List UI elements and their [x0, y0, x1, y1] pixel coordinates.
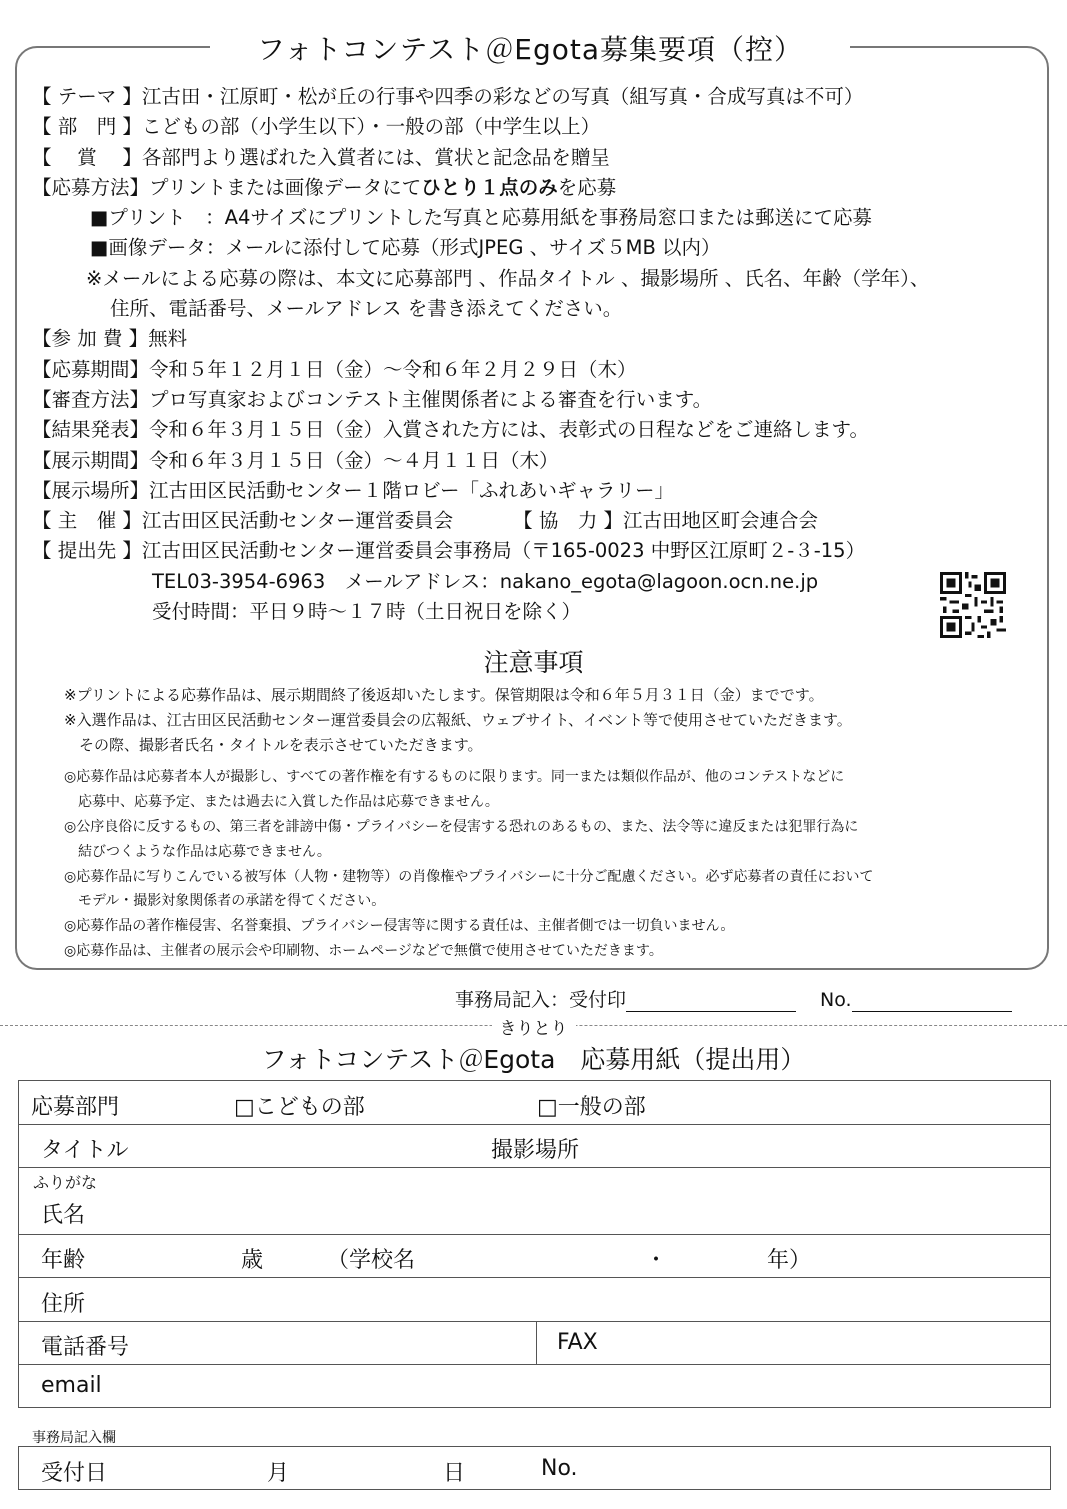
- option-general-checkbox[interactable]: □一般の部: [537, 1095, 646, 1120]
- age-row[interactable]: [19, 1235, 1050, 1278]
- address-row[interactable]: [19, 1278, 1050, 1322]
- mail-note-line1: ※メールによる応募の際は、本文に応募部門 、作品タイトル 、撮影場所 、氏名、年齢（学年）、: [86, 266, 930, 290]
- phone-label: 電話番号: [41, 1335, 130, 1360]
- office-stamp-line: [455, 985, 1012, 1012]
- note-item: ◎応募作品の著作権侵害、名誉棄損、プライバシー侵害等に関する責任は、主催者側では一切負いません。: [64, 918, 735, 935]
- result-line: 【結果発表】令和６年３月１５日（金）入賞された方には、表彰式の日程などをご連絡します。: [32, 418, 869, 442]
- exhibit-period-line: 【展示期間】令和６年３月１５日（金）～４月１１日（木）: [32, 448, 559, 472]
- email-label: email: [41, 1373, 102, 1398]
- hours-line: 受付時間：平日９時～１７時（土日祝日を除く）: [152, 600, 582, 624]
- note-item: その際、撮影者氏名・タイトルを表示させていただきます。: [64, 735, 483, 754]
- note-item: ◎応募作品は応募者本人が撮影し、すべての著作権を有するものに限ります。同一または類似作品が、他のコンテストなどに: [64, 769, 845, 786]
- qr-code-icon: [940, 572, 1006, 638]
- division-row: [19, 1081, 1050, 1125]
- mail-note-line2: 住所、電話番号、メールアドレス を書き添えてください。: [110, 297, 623, 321]
- age-label: 年齢: [41, 1248, 86, 1273]
- page-title: フォトコンテスト＠Egota募集要項（控）: [210, 28, 850, 68]
- office-use-label: 事務局記入欄: [32, 1430, 116, 1446]
- address-label: 住所: [41, 1292, 86, 1317]
- no-underline: [852, 989, 1012, 1012]
- form-title: フォトコンテスト＠Egota 応募用紙（提出用）: [261, 1045, 806, 1074]
- cooperation: 【 協 力 】江古田地区町会連合会: [513, 509, 819, 533]
- notes-list: [64, 683, 874, 964]
- award-line: 【 賞 】各部門より選ばれた入賞者には、賞状と記念品を贈呈: [32, 145, 610, 169]
- email-row[interactable]: [19, 1365, 1050, 1407]
- application-form: [18, 1080, 1051, 1408]
- method-bold: ひとり１点のみ: [421, 175, 558, 199]
- school-label: （学校名: [327, 1248, 416, 1273]
- age-unit: 歳: [241, 1248, 264, 1273]
- organizer: 【 主 催 】江古田区民活動センター運営委員会: [32, 509, 454, 533]
- title-row[interactable]: [19, 1125, 1050, 1168]
- cut-label: きりとり: [0, 1014, 1067, 1039]
- day-label: 日: [443, 1461, 466, 1486]
- division-label: 応募部門: [31, 1095, 120, 1120]
- office-no-label: No.: [820, 989, 852, 1011]
- exhibit-place-line: 【展示場所】江古田区民活動センター１階ロビー「ふれあいギャラリー」: [32, 478, 674, 502]
- name-row[interactable]: [19, 1168, 1050, 1235]
- option-kids-checkbox[interactable]: □こどもの部: [234, 1095, 365, 1120]
- furigana-label: ふりがな: [33, 1173, 98, 1192]
- phone-row: [19, 1322, 1050, 1365]
- guidelines-list: [32, 82, 929, 627]
- stamp-underline: [626, 989, 796, 1012]
- judging-line: 【審査方法】プロ写真家およびコンテスト主催関係者による審査を行います。: [32, 387, 713, 411]
- grade-label: 年）: [767, 1248, 812, 1273]
- print-line: ■プリント ：A4サイズにプリントした写真と応募用紙を事務局窓口または郵送にて応募: [90, 206, 873, 230]
- month-label: 月: [267, 1461, 290, 1486]
- contact-line: TEL03-3954-6963 メールアドレス：nakano_egota@lagoon.ocn.ne.jp: [152, 569, 819, 593]
- division-line: 【 部 門 】こどもの部（小学生以下）・一般の部（中学生以上）: [32, 115, 601, 139]
- place-label: 撮影場所: [491, 1138, 580, 1163]
- phone-divider: [536, 1322, 537, 1364]
- fee-line: 【参 加 費 】無料: [32, 327, 188, 351]
- office-use-box: [18, 1446, 1051, 1490]
- office-stamp-label: 事務局記入：受付印: [455, 989, 627, 1011]
- submit-line: 【 提出先 】江古田区民活動センター運営委員会事務局（〒165-0023 中野区江原町２-３-15）: [32, 539, 866, 563]
- name-label: 氏名: [41, 1203, 86, 1228]
- period-line: 【応募期間】令和５年１２月１日（金）～令和６年２月２９日（木）: [32, 357, 637, 381]
- image-line: ■画像データ：メールに添付して応募（形式JPEG 、サイズ５MB 以内）: [90, 236, 721, 260]
- note-item: 応募中、応募予定、または過去に入賞した作品は応募できません。: [64, 794, 499, 811]
- method-label: 【応募方法】プリントまたは画像データにて: [32, 175, 422, 199]
- note-item: 結びつくような作品は応募できません。: [64, 843, 331, 860]
- theme-line: 【 テーマ 】江古田・江原町・松が丘の行事や四季の彩などの写真（組写真・合成写真は不可）: [32, 85, 864, 108]
- note-item: ◎応募作品は、主催者の展示会や印刷物、ホームページなどで無償で使用させていただきます。: [64, 942, 663, 959]
- separator-dot: ・: [645, 1248, 668, 1273]
- note-item: モデル・撮影対象関係者の承諾を得てください。: [64, 893, 386, 910]
- method-line: [32, 173, 929, 203]
- office-no-field: No.: [541, 1456, 578, 1481]
- note-item: ◎公序良俗に反するもの、第三者を誹謗中傷・プライバシーを侵害する恐れのあるもの、また、法令等に違反または犯罪行為に: [64, 818, 859, 835]
- method-tail: を応募: [557, 175, 617, 199]
- received-label: 受付日: [41, 1461, 108, 1486]
- fax-label: FAX: [557, 1330, 598, 1355]
- organizer-line: [32, 506, 929, 536]
- note-item: ※プリントによる応募作品は、展示期間終了後返却いたします。保管期限は令和６年５月３１日（金）までです。: [64, 686, 824, 704]
- note-item: ◎応募作品に写りこんでいる被写体（人物・建物等）の肖像権やプライバシーに十分ご配慮ください。必ず応募者の責任において: [64, 868, 874, 885]
- note-item: ※入選作品は、江古田区民活動センター運営委員会の広報紙、ウェブサイト、イベント等で使用させていただきます。: [64, 710, 852, 729]
- notes-title: 注意事項: [483, 648, 584, 677]
- title-label: タイトル: [41, 1138, 129, 1163]
